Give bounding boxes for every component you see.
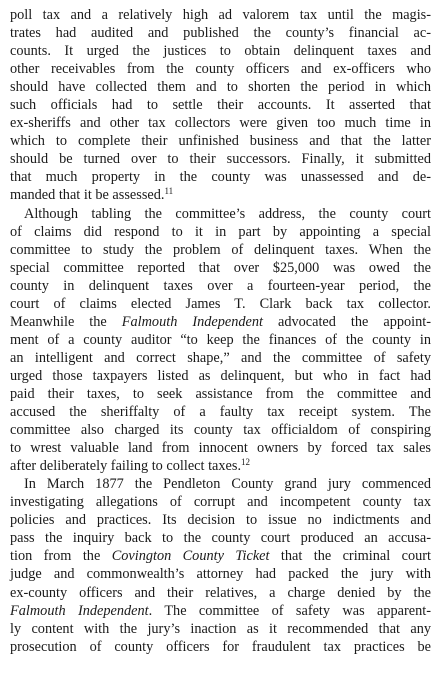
text-line [10,313,431,331]
text-line: that much property in the county was unassessed and de- [10,169,431,186]
text-line [10,186,431,204]
text-line: ex-sheriffs and other tax collectors were given too much time in [10,115,431,132]
text-line: counts. It urged the justices to obtain delinquent taxes and [10,43,431,60]
line-text: . The committee of safety was apparent- [148,602,431,619]
paragraph-2 [10,205,431,476]
line-text: Meanwhile the [10,313,122,330]
paragraph-3 [10,475,431,655]
publication-title: Covington County Ticket [111,548,270,565]
text-line: trates had audited and published the county’s financial ac- [10,25,431,42]
text-line: of claims did respond to it in part by appointing a special [10,223,431,240]
text-line [10,602,431,620]
text-line [10,457,431,475]
line-text: tion from the [10,548,112,565]
line-text: after deliberately failing to collect taxes. [10,458,242,475]
text-line: court of claims elected James T. Clark back tax collector. [10,295,431,312]
text-line: policies and practices. Its decision to issue no indictments and [10,512,431,529]
text-line: an intelligent and correct shape,” and the committee of safety [10,349,431,366]
publication-title: Falmouth Independent [10,602,149,619]
text-line: should be turned over to their successors. Finally, it submitted [10,151,431,168]
line-text: manded that it be assessed. [10,187,165,204]
text-line: urged those taxpayers listed as delinquent, but who in fact had [10,367,431,384]
text-line: committee to study the problem of delinquent taxes. When the [10,241,431,258]
text-line: such officials had to settle their accounts. It asserted that [10,97,431,114]
text-line: accused the sheriffalty of a faulty tax receipt system. The [10,404,431,421]
text-line: ly content with the jury’s inaction as it recommended that any [10,620,431,637]
text-line: ment of a county auditor “to keep the finances of the county in [10,331,431,348]
text-line: other receivables from the county officers and ex-officers who [10,61,431,78]
document-page [10,6,431,656]
footnote-marker: 12 [241,457,251,468]
text-line: which to complete their unfinished business and that the latter [10,133,431,150]
text-line: prosecution of county officers for fraudulent tax practices be [10,638,431,655]
text-line: investigating allegations of corrupt and incompetent county tax [10,494,431,511]
text-line: ex-county officers and their relatives, a charge denied by the [10,584,431,601]
text-line: county in delinquent taxes over a fourteen-year period, the [10,277,431,294]
text-line: paid their taxes, to seek assistance from the committee and [10,385,431,402]
text-line: to wrest valuable land from innocent owners by forced tax sales [10,440,431,457]
paragraph-1 [10,6,431,205]
text-line: judge and commonwealth’s attorney had packed the jury with [10,566,431,583]
text-line: In March 1877 the Pendleton County grand jury commenced [24,476,431,493]
text-line: committee also charged its county tax officialdom of conspiring [10,422,431,439]
text-line: poll tax and a relatively high ad valorem tax until the magis- [10,7,431,23]
line-text: that the criminal court [269,548,431,565]
publication-title: Falmouth Independent [121,313,263,330]
text-line: special committee reported that over $25,000 was owed the [10,259,431,276]
footnote-marker: 11 [164,186,174,197]
text-line [10,547,431,565]
text-line: pass the inquiry back to the county court produced an accusa- [10,530,431,547]
line-text: advocated the appoint- [263,313,431,330]
text-line: should have collected them and to shorten the period in which [10,79,431,96]
text-line: Although tabling the committee’s address, the county court [24,205,431,222]
